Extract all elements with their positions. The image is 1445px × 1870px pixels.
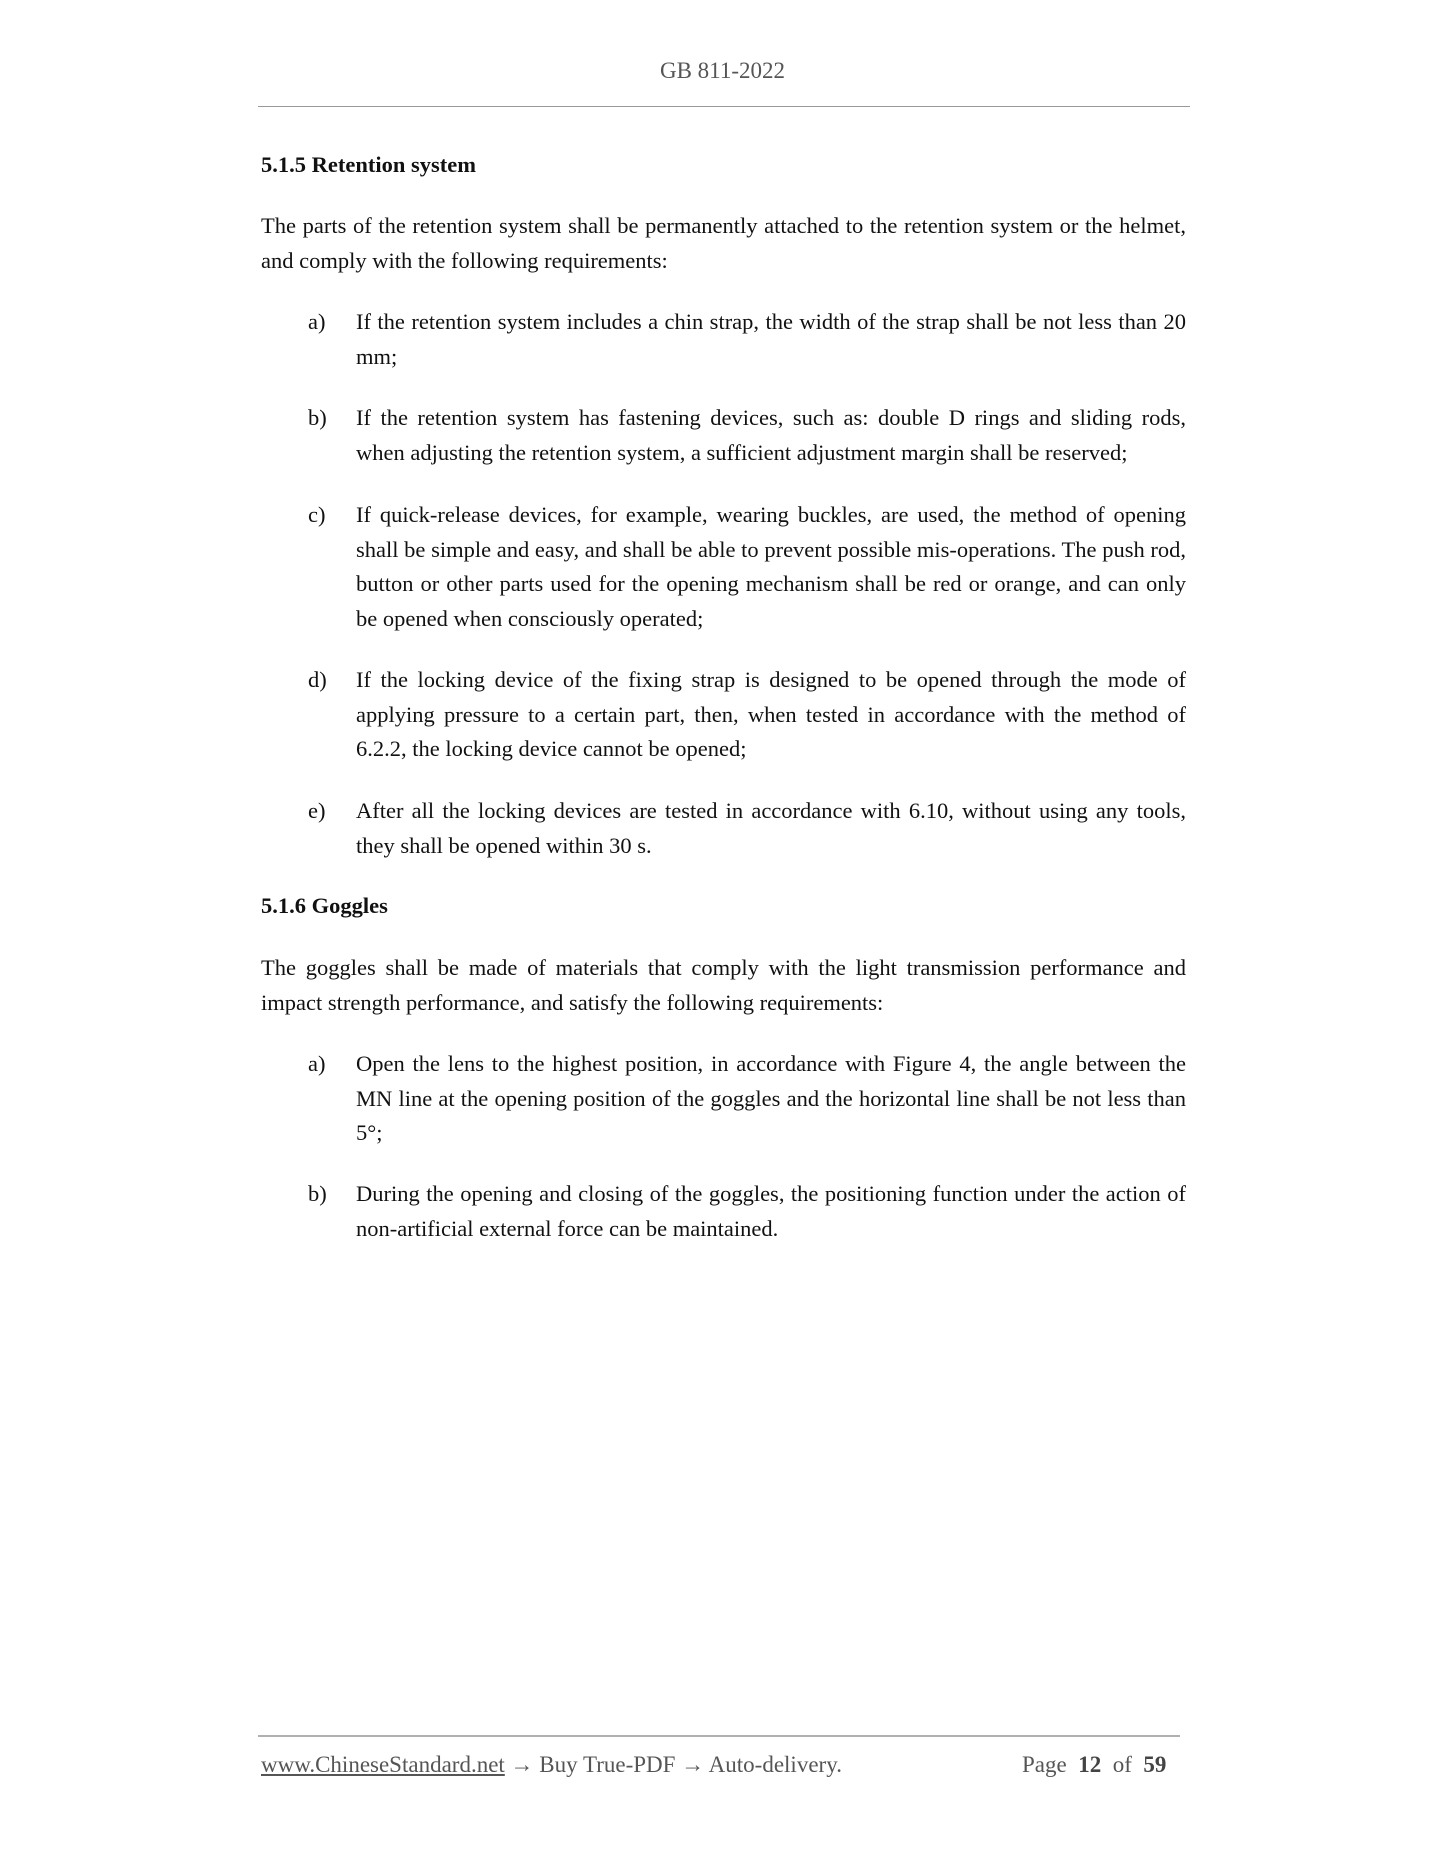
- item-label: e): [308, 798, 326, 823]
- item-text: If the retention system includes a chin strap, the width of the strap shall be not less than 20 mm;: [356, 309, 1186, 369]
- item-text: During the opening and closing of the goggles, the positioning function under the action of non-artificial external force can be maintained.: [356, 1181, 1186, 1241]
- list-item: [308, 498, 1186, 636]
- item-label: a): [308, 309, 326, 334]
- footer-promo: [261, 1752, 842, 1778]
- item-label: d): [308, 667, 327, 692]
- list-item: [308, 1047, 1186, 1151]
- buy-text: Buy True-PDF: [539, 1752, 676, 1777]
- header-divider: [258, 106, 1190, 107]
- delivery-text: Auto-delivery.: [708, 1752, 842, 1777]
- section-heading: 5.1.5 Retention system: [261, 152, 476, 177]
- item-label: c): [308, 502, 326, 527]
- item-label: b): [308, 1181, 327, 1206]
- section-heading: 5.1.6 Goggles: [261, 893, 388, 918]
- item-label: b): [308, 405, 327, 430]
- item-text: After all the locking devices are tested in accordance with 6.10, without using any tools, they shall be opened within 30 s.: [356, 798, 1186, 858]
- section-intro: The goggles shall be made of materials that comply with the light transmission performance and impact strength performance, and satisfy the following requirements:: [261, 955, 1186, 1015]
- list-item: [308, 305, 1186, 374]
- section-intro: The parts of the retention system shall be permanently attached to the retention system or the helmet, and comply with the following requirements:: [261, 213, 1186, 273]
- list-item: [308, 401, 1186, 470]
- website-link[interactable]: www.ChineseStandard.net: [261, 1752, 505, 1777]
- page-number: 12: [1078, 1752, 1102, 1777]
- page-indicator: [1022, 1752, 1166, 1778]
- item-label: a): [308, 1051, 326, 1076]
- arrow-icon: →: [510, 1752, 534, 1777]
- item-text: If the retention system has fastening devices, such as: double D rings and sliding rods, when adjusting the retention system, a sufficient adjustment margin shall be reserved;: [356, 405, 1186, 465]
- item-text: Open the lens to the highest position, in accordance with Figure 4, the angle between the MN line at the opening position of the goggles and the horizontal line shall be not less than 5°;: [356, 1051, 1186, 1146]
- of-label: of: [1112, 1752, 1132, 1777]
- list-item: [308, 1177, 1186, 1246]
- arrow-icon: →: [681, 1752, 705, 1777]
- document-header: GB 811-2022: [659, 58, 785, 83]
- page-total: 59: [1143, 1752, 1167, 1777]
- page-label: Page: [1022, 1752, 1067, 1777]
- item-text: If the locking device of the fixing strap is designed to be opened through the mode of applying pressure to a certain part, then, when tested in accordance with the method of 6.2.2, the locking device cannot be opened;: [356, 667, 1186, 762]
- item-text: If quick-release devices, for example, wearing buckles, are used, the method of opening shall be simple and easy, and shall be able to prevent possible mis-operations. The push rod, button or other parts used for the opening mechanism shall be red or orange, and can only be opened when consciously operated;: [356, 502, 1186, 631]
- list-item: [308, 663, 1186, 767]
- list-item: [308, 794, 1186, 863]
- footer-divider: [258, 1735, 1180, 1737]
